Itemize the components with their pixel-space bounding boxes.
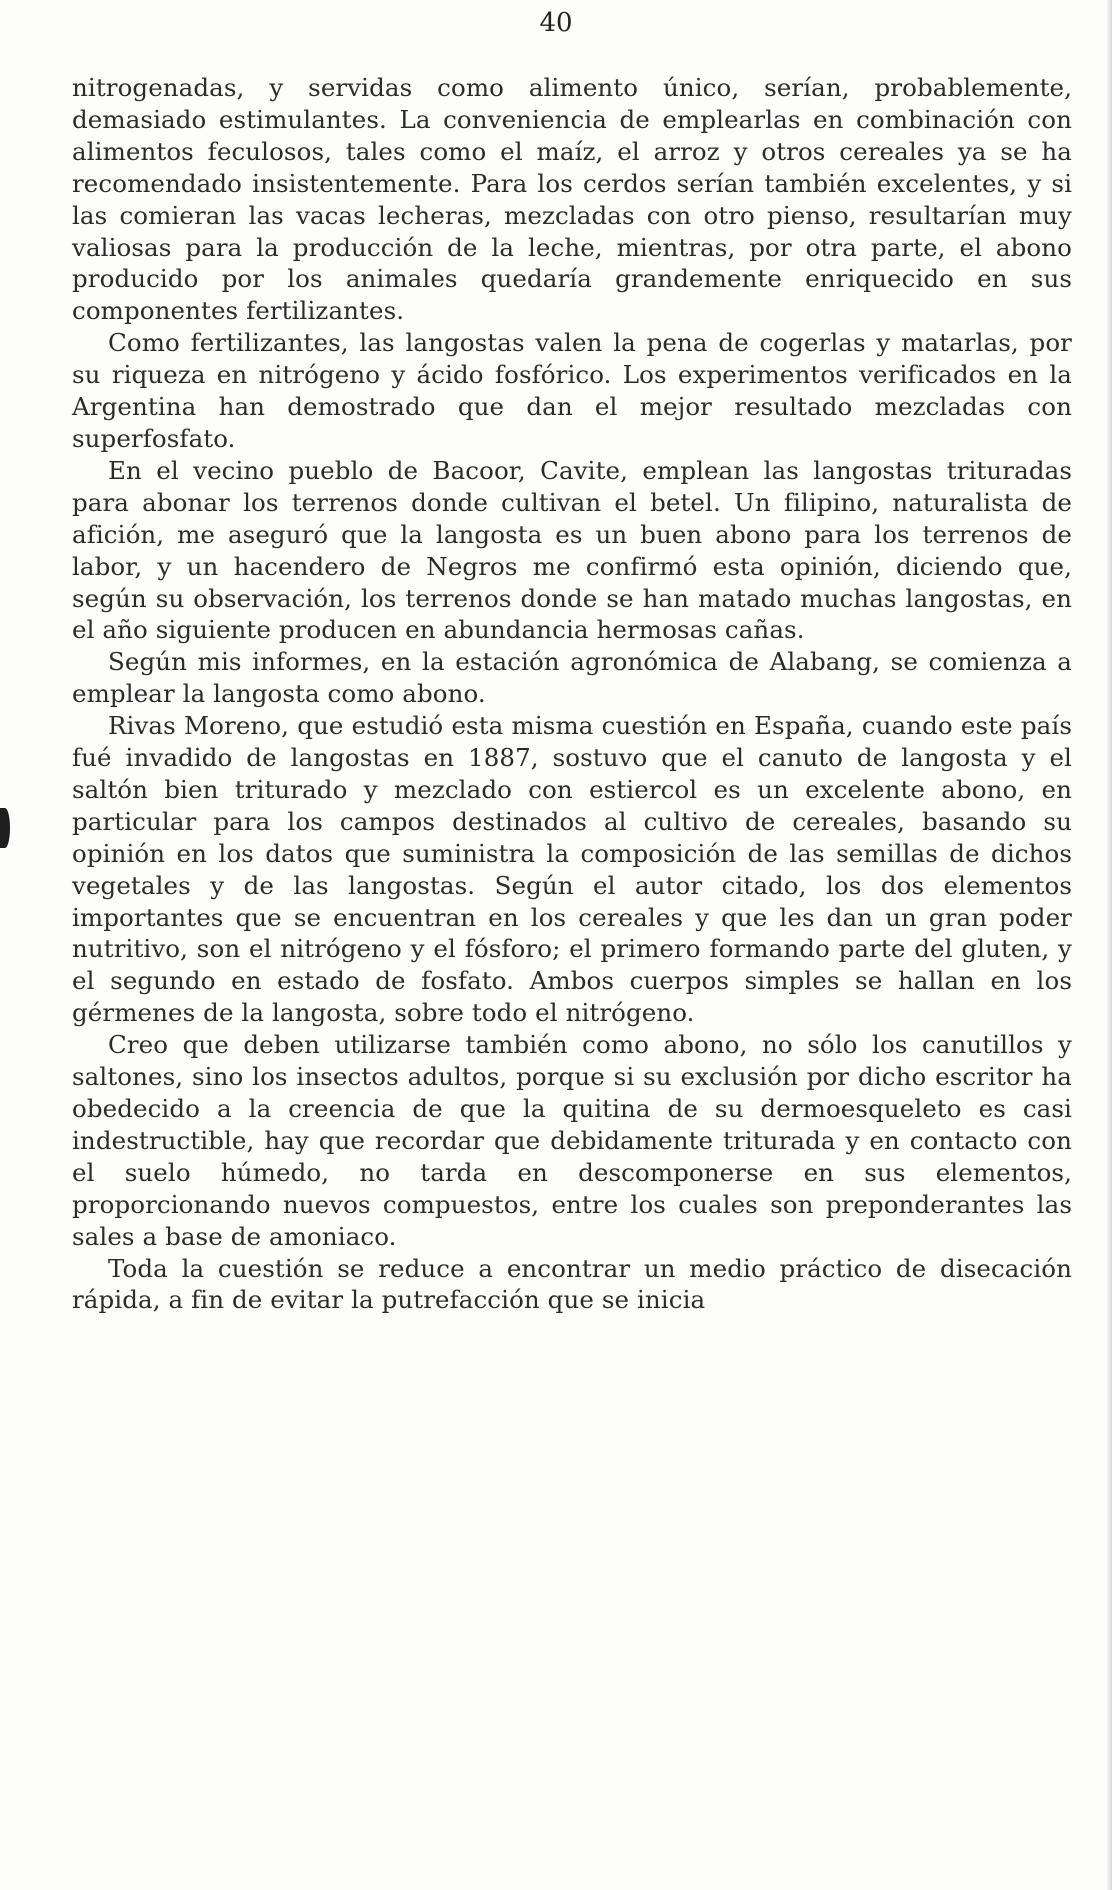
paragraph-drying-method: Toda la cuestión se reduce a encontrar un medio práctico de disecación rápida, a fin de evitar la putrefacción que se inicia [72,1253,1072,1315]
page-number: 40 [539,8,573,38]
paragraph-adult-insects: Creo que deben utilizarse también como abono, no sólo los canutillos y saltones, sino los insectos adultos, porque si su exclusión por dicho escritor ha obedecido a la creencia de que la quitina de su dermoesqueleto es casi indestructible, hay que recordar que debidamente triturada y en contacto con el suelo húmedo, no tarda en descomponerse en sus elementos, proporcionando nuevos compuestos, entre los cuales son preponderantes las sales a base de amoniaco. [72,1030,1072,1251]
paragraph-rivas-moreno: Rivas Moreno, que estudió esta misma cuestión en España, cuando este país fué invadido de langostas en 1887, sostuvo que el canuto de langosta y el saltón bien triturado y mezclado con estiercol es un excelente abono, en particular para los campos destinados al cultivo de cereales, basando su opinión en los datos que suministra la composición de las semillas de dichos vegetales y de las langostas. Según el autor citado, los dos elementos importantes que se encuentran en los cereales y que les dan un gran poder nutritivo, son el nitrógeno y el fósforo; el primero formando parte del gluten, y el segundo en estado de fosfato. Ambos cuerpos simples se hallan en los gérmenes de la langosta, sobre todo el nitrógeno. [72,711,1072,1028]
paragraph-alabang-station: Según mis informes, en la estación agronómica de Alabang, se comienza a emplear la langosta como abono. [72,647,1072,709]
paragraph-bacoor-cavite: En el vecino pueblo de Bacoor, Cavite, emplean las langostas trituradas para abonar los terrenos donde cultivan el betel. Un filipino, naturalista de afición, me aseguró que la langosta es un buen abono para los terrenos de labor, y un hacendero de Negros me confirmó esta opinión, diciendo que, según su observación, los terrenos donde se han matado muchas langostas, en el año siguiente producen en abundancia hermosas cañas. [72,455,1072,645]
paragraph-continuation-feeding: nitrogenadas, y servidas como alimento único, serían, probablemente, demasiado estimulantes. La conveniencia de emplearlas en combinación con alimentos feculosos, tales como el maíz, el arroz y otros cereales ya se ha recomendado insistentemente. Para los cerdos serían también excelentes, y si las comieran las vacas lecheras, mezcladas con otro pienso, resultarían muy valiosas para la producción de la leche, mientras, por otra parte, el abono producido por los animales quedaría grandemente enriquecido en sus componentes fertilizantes. [72,73,1072,326]
body-text [72,72,1072,1318]
paragraph-fertilizers: Como fertilizantes, las langostas valen la pena de cogerlas y matarlas, por su riqueza en nitrógeno y ácido fosfórico. Los experimentos verificados en la Argentina han demostrado que dan el mejor resultado mezcladas con superfosfato. [72,328,1072,453]
page-edge-shadow [1106,0,1112,1890]
margin-ink-mark [0,808,10,848]
